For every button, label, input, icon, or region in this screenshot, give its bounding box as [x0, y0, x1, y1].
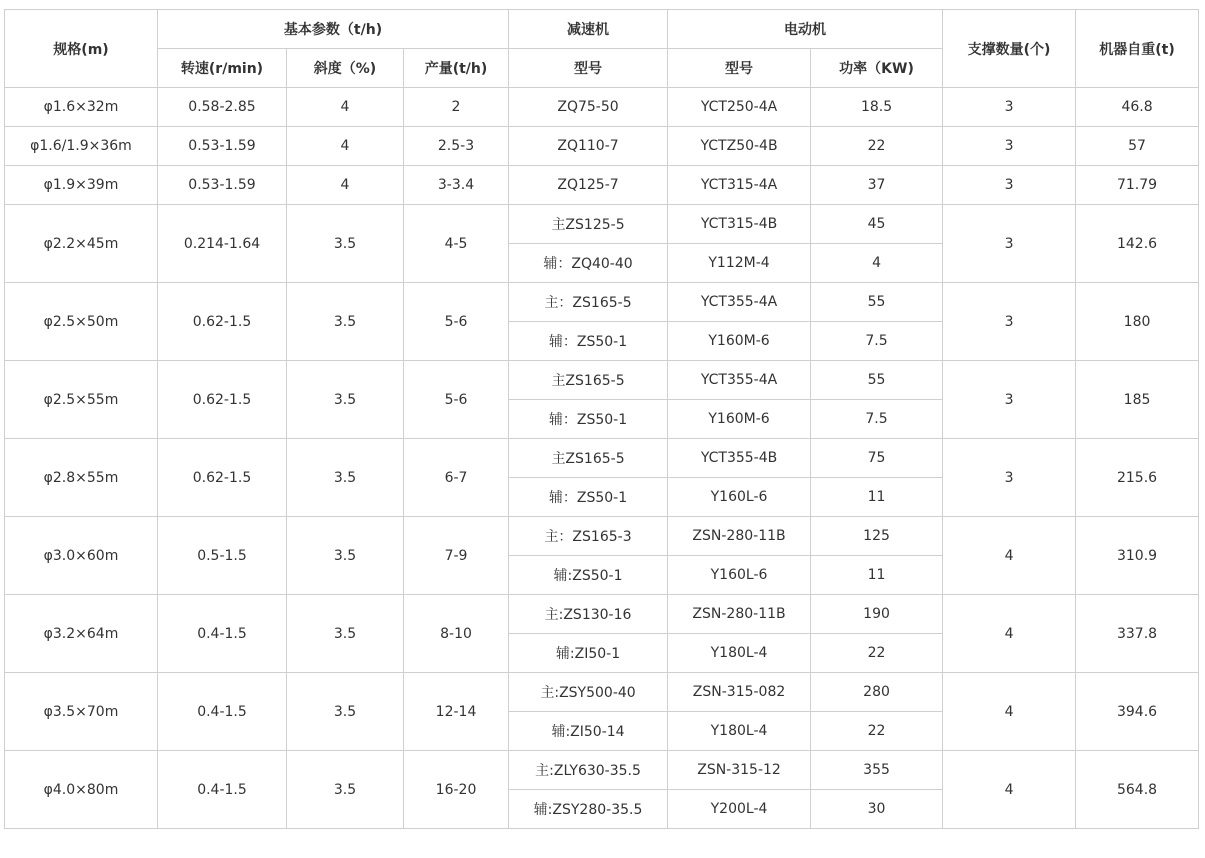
cell-spec: φ3.2×64m: [5, 595, 158, 673]
cell-speed: 0.4-1.5: [158, 595, 287, 673]
header-basic-params: 基本参数（t/h): [158, 10, 509, 49]
cell-reducer-model: 主：ZS165-5: [509, 283, 668, 322]
cell-speed: 0.53-1.59: [158, 127, 287, 166]
cell-slope: 3.5: [287, 205, 404, 283]
cell-power: 22: [811, 634, 943, 673]
cell-support-count: 3: [943, 88, 1076, 127]
table-row: [5, 283, 1199, 322]
table-row: [5, 127, 1199, 166]
cell-slope: 3.5: [287, 439, 404, 517]
cell-motor-model: Y200L-4: [668, 790, 811, 829]
cell-output: 12-14: [404, 673, 509, 751]
cell-motor-model: ZSN-315-12: [668, 751, 811, 790]
cell-reducer-model: 主:ZSY500-40: [509, 673, 668, 712]
cell-power: 11: [811, 478, 943, 517]
cell-support-count: 3: [943, 166, 1076, 205]
cell-power: 4: [811, 244, 943, 283]
cell-output: 5-6: [404, 283, 509, 361]
cell-slope: 4: [287, 127, 404, 166]
cell-spec: φ4.0×80m: [5, 751, 158, 829]
cell-motor-model: YCTZ50-4B: [668, 127, 811, 166]
cell-weight: 215.6: [1076, 439, 1199, 517]
cell-reducer-model: ZQ75-50: [509, 88, 668, 127]
cell-reducer-model: 主:ZS130-16: [509, 595, 668, 634]
cell-power: 355: [811, 751, 943, 790]
cell-support-count: 3: [943, 439, 1076, 517]
cell-reducer-model: 主ZS165-5: [509, 439, 668, 478]
cell-spec: φ2.2×45m: [5, 205, 158, 283]
table-body: [5, 88, 1199, 829]
cell-motor-model: Y112M-4: [668, 244, 811, 283]
cell-weight: 57: [1076, 127, 1199, 166]
cell-output: 16-20: [404, 751, 509, 829]
cell-slope: 4: [287, 88, 404, 127]
cell-support-count: 4: [943, 595, 1076, 673]
cell-power: 22: [811, 712, 943, 751]
cell-power: 11: [811, 556, 943, 595]
cell-output: 2: [404, 88, 509, 127]
cell-slope: 3.5: [287, 361, 404, 439]
cell-power: 280: [811, 673, 943, 712]
cell-speed: 0.4-1.5: [158, 751, 287, 829]
cell-output: 2.5-3: [404, 127, 509, 166]
cell-motor-model: YCT355-4A: [668, 283, 811, 322]
cell-support-count: 4: [943, 673, 1076, 751]
cell-output: 5-6: [404, 361, 509, 439]
cell-motor-model: YCT250-4A: [668, 88, 811, 127]
kiln-spec-table: [4, 9, 1199, 829]
table-row: [5, 751, 1199, 790]
table-row: [5, 166, 1199, 205]
cell-weight: 310.9: [1076, 517, 1199, 595]
table-header: [5, 10, 1199, 88]
cell-reducer-model: ZQ110-7: [509, 127, 668, 166]
cell-power: 55: [811, 283, 943, 322]
cell-spec: φ1.9×39m: [5, 166, 158, 205]
cell-reducer-model: 主：ZS165-3: [509, 517, 668, 556]
table-row: [5, 595, 1199, 634]
cell-motor-model: ZSN-315-082: [668, 673, 811, 712]
cell-weight: 71.79: [1076, 166, 1199, 205]
cell-motor-model: Y160M-6: [668, 322, 811, 361]
table-row: [5, 361, 1199, 400]
cell-reducer-model: 辅：ZQ40-40: [509, 244, 668, 283]
cell-reducer-model: 辅：ZS50-1: [509, 478, 668, 517]
cell-reducer-model: 辅:ZI50-14: [509, 712, 668, 751]
cell-reducer-model: 辅:ZS50-1: [509, 556, 668, 595]
cell-output: 6-7: [404, 439, 509, 517]
table-row: [5, 673, 1199, 712]
cell-reducer-model: 辅:ZSY280-35.5: [509, 790, 668, 829]
cell-motor-model: Y160L-6: [668, 556, 811, 595]
cell-reducer-model: ZQ125-7: [509, 166, 668, 205]
cell-output: 4-5: [404, 205, 509, 283]
cell-speed: 0.214-1.64: [158, 205, 287, 283]
header-reducer: 减速机: [509, 10, 668, 49]
cell-spec: φ2.8×55m: [5, 439, 158, 517]
header-motor: 电动机: [668, 10, 943, 49]
header-motor-model: 型号: [668, 49, 811, 88]
cell-support-count: 3: [943, 361, 1076, 439]
cell-motor-model: Y160M-6: [668, 400, 811, 439]
cell-slope: 3.5: [287, 283, 404, 361]
cell-reducer-model: 主ZS165-5: [509, 361, 668, 400]
cell-weight: 185: [1076, 361, 1199, 439]
cell-speed: 0.62-1.5: [158, 283, 287, 361]
cell-motor-model: YCT315-4A: [668, 166, 811, 205]
header-output: 产量(t/h): [404, 49, 509, 88]
cell-support-count: 3: [943, 283, 1076, 361]
cell-weight: 337.8: [1076, 595, 1199, 673]
cell-motor-model: YCT355-4B: [668, 439, 811, 478]
cell-power: 190: [811, 595, 943, 634]
cell-power: 37: [811, 166, 943, 205]
cell-speed: 0.4-1.5: [158, 673, 287, 751]
cell-power: 55: [811, 361, 943, 400]
cell-motor-model: Y180L-4: [668, 712, 811, 751]
cell-weight: 394.6: [1076, 673, 1199, 751]
cell-speed: 0.62-1.5: [158, 439, 287, 517]
cell-support-count: 3: [943, 127, 1076, 166]
cell-spec: φ3.0×60m: [5, 517, 158, 595]
cell-output: 7-9: [404, 517, 509, 595]
cell-power: 75: [811, 439, 943, 478]
cell-spec: φ1.6/1.9×36m: [5, 127, 158, 166]
table-row: [5, 517, 1199, 556]
cell-motor-model: ZSN-280-11B: [668, 517, 811, 556]
header-power: 功率（KW): [811, 49, 943, 88]
cell-power: 45: [811, 205, 943, 244]
cell-slope: 3.5: [287, 673, 404, 751]
cell-power: 7.5: [811, 322, 943, 361]
spec-table-container: [4, 9, 1198, 829]
header-speed: 转速(r/min): [158, 49, 287, 88]
cell-reducer-model: 辅：ZS50-1: [509, 400, 668, 439]
table-row: [5, 439, 1199, 478]
cell-spec: φ1.6×32m: [5, 88, 158, 127]
cell-speed: 0.53-1.59: [158, 166, 287, 205]
cell-power: 125: [811, 517, 943, 556]
cell-power: 30: [811, 790, 943, 829]
cell-spec: φ2.5×55m: [5, 361, 158, 439]
table-row: [5, 88, 1199, 127]
cell-output: 3-3.4: [404, 166, 509, 205]
cell-reducer-model: 主:ZLY630-35.5: [509, 751, 668, 790]
cell-reducer-model: 主ZS125-5: [509, 205, 668, 244]
header-slope: 斜度（%): [287, 49, 404, 88]
header-support-count: 支撑数量(个): [943, 10, 1076, 88]
cell-slope: 3.5: [287, 751, 404, 829]
cell-slope: 3.5: [287, 517, 404, 595]
cell-support-count: 3: [943, 205, 1076, 283]
cell-weight: 564.8: [1076, 751, 1199, 829]
cell-power: 18.5: [811, 88, 943, 127]
cell-weight: 180: [1076, 283, 1199, 361]
cell-speed: 0.58-2.85: [158, 88, 287, 127]
cell-reducer-model: 辅:ZI50-1: [509, 634, 668, 673]
header-weight: 机器自重(t): [1076, 10, 1199, 88]
cell-support-count: 4: [943, 751, 1076, 829]
cell-support-count: 4: [943, 517, 1076, 595]
cell-reducer-model: 辅：ZS50-1: [509, 322, 668, 361]
cell-spec: φ3.5×70m: [5, 673, 158, 751]
cell-power: 22: [811, 127, 943, 166]
header-reducer-model: 型号: [509, 49, 668, 88]
cell-speed: 0.5-1.5: [158, 517, 287, 595]
cell-weight: 142.6: [1076, 205, 1199, 283]
header-spec: 规格(m): [5, 10, 158, 88]
cell-motor-model: ZSN-280-11B: [668, 595, 811, 634]
table-row: [5, 205, 1199, 244]
cell-motor-model: YCT355-4A: [668, 361, 811, 400]
cell-weight: 46.8: [1076, 88, 1199, 127]
cell-spec: φ2.5×50m: [5, 283, 158, 361]
cell-motor-model: YCT315-4B: [668, 205, 811, 244]
cell-motor-model: Y160L-6: [668, 478, 811, 517]
cell-power: 7.5: [811, 400, 943, 439]
cell-slope: 3.5: [287, 595, 404, 673]
cell-motor-model: Y180L-4: [668, 634, 811, 673]
cell-output: 8-10: [404, 595, 509, 673]
cell-slope: 4: [287, 166, 404, 205]
cell-speed: 0.62-1.5: [158, 361, 287, 439]
